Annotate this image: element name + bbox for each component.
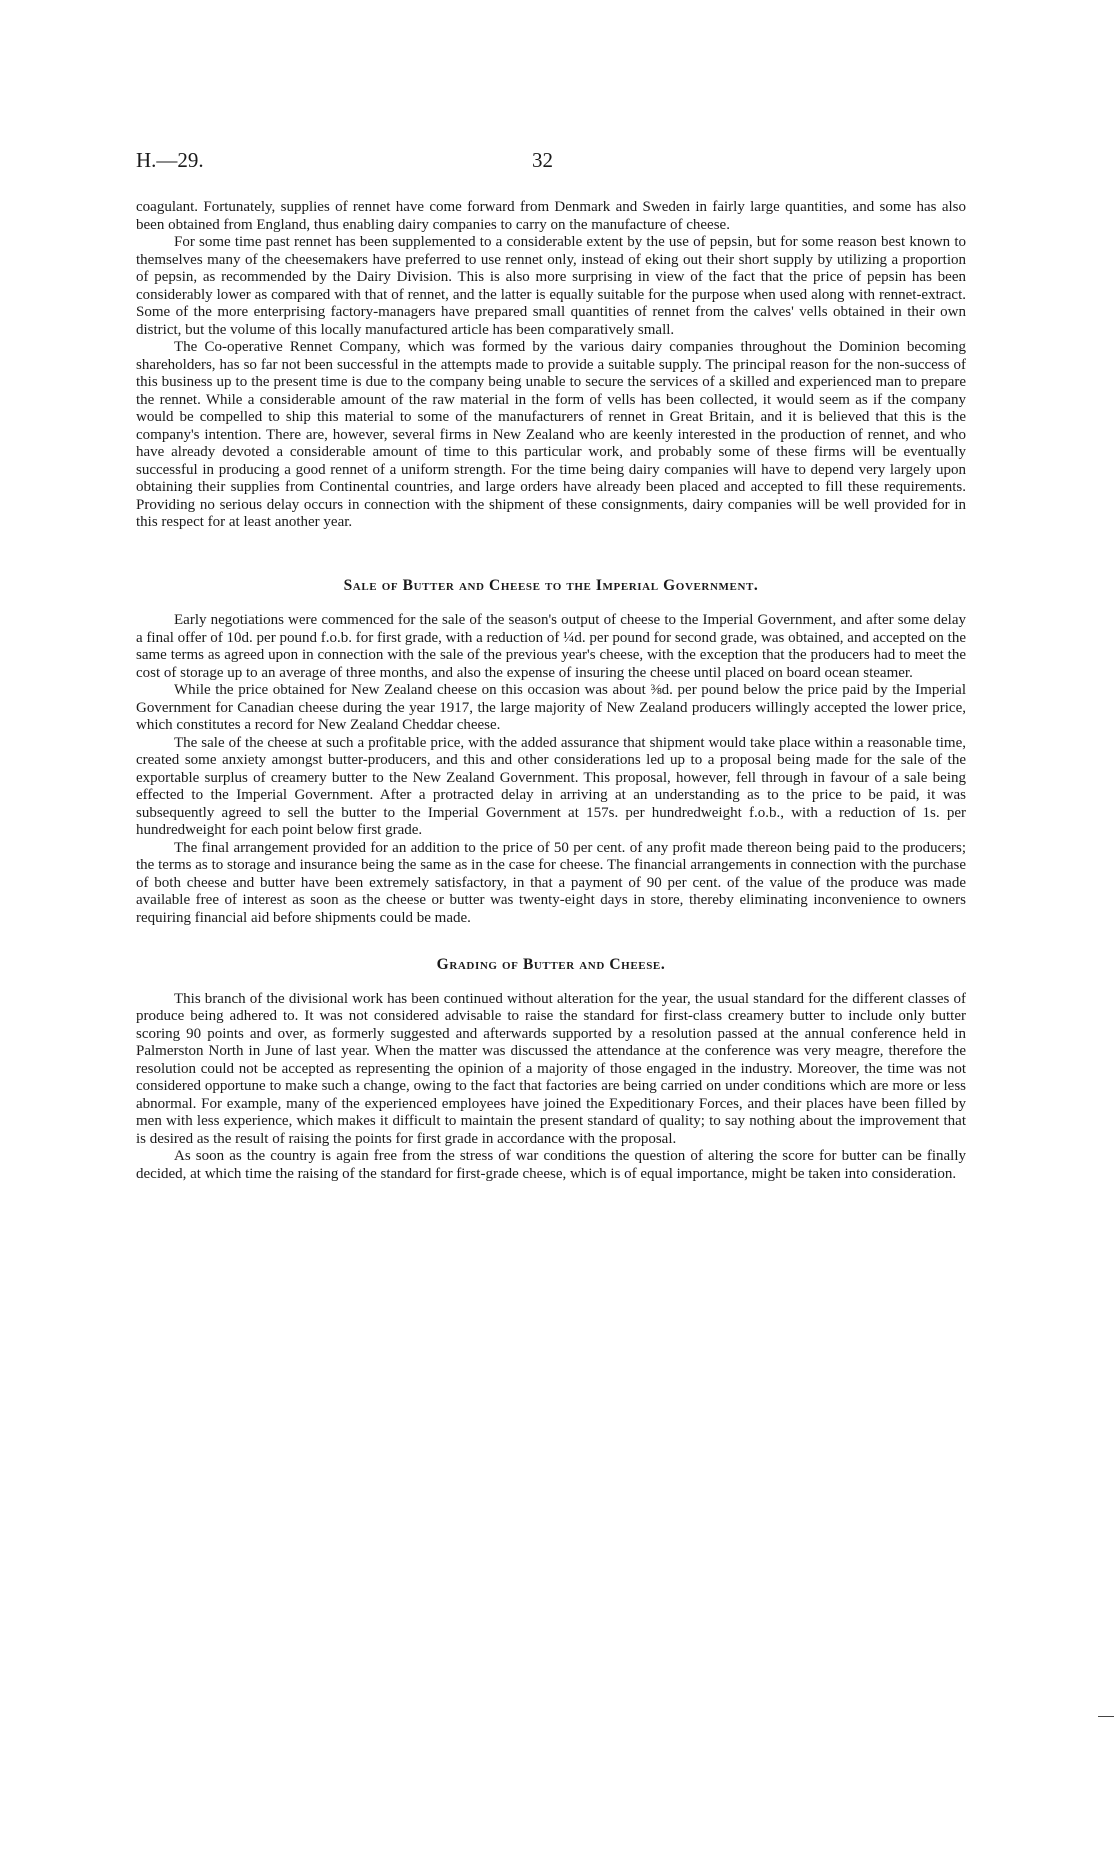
- paragraph-grading-standard: This branch of the divisional work has been continued without alteration for the year, the usual standard for the different classes of produce being adhered to. It was not considered advisable to raise the standard for first-class creamery butter to include only butter scoring 90 points and over, as formerly suggested and afterwards supported by a resolution passed at the annual conference held in Palmerston North in June of last year. When the matter was discussed the attendance at the conference was very meagre, therefore the resolution could not be accepted as representing the opinion of a majority of those engaged in the industry. Moreover, the time was not considered opportune to make such a change, owing to the fact that factories are being carried on under conditions which are more or less abnormal. For example, many of the experienced employees have joined the Expeditionary Forces, and their places have been filled by men with less experience, which makes it difficult to maintain the present standard of quality; to say nothing about the improvement that is desired as the result of raising the points for first grade in accordance with the proposal.: [136, 990, 966, 1147]
- paragraph-pepsin: For some time past rennet has been supplemented to a considerable extent by the use of pepsin, but for some reason best known to themselves many of the cheesemakers have preferred to use rennet only, instead of eking out their short supply by utilizing a proportion of pepsin, as recommended by the Dairy Division. This is also more surprising in view of the fact that the price of pepsin has been considerably lower as compared with that of rennet, and the latter is equally suitable for the purpose when used along with rennet-extract. Some of the more enterprising factory-managers have prepared small quantities of rennet from the calves' vells obtained in their own district, but the volume of this locally manufactured article has been comparatively small.: [136, 234, 966, 338]
- page-header: [136, 148, 966, 178]
- margin-mark: [1098, 1716, 1114, 1717]
- paragraph-sale-butter: The sale of the cheese at such a profitable price, with the added assurance that shipment would take place within a reasonable time, created some anxiety amongst butter-producers, and this and other considerations led up to a proposal being made for the sale of the exportable surplus of creamery butter to the New Zealand Government. This proposal, however, fell through in favour of a sale being effected to the Imperial Government. After a protracted delay in arriving at an understanding as to the price to be paid, it was subsequently agreed to sell the butter to the Imperial Government at 157s. per hundredweight f.o.b., with a reduction of 1s. per hundredweight for each point below first grade.: [136, 734, 966, 838]
- paragraph-grading-future: As soon as the country is again free from the stress of war conditions the question of altering the score for butter can be finally decided, at which time the raising of the standard for first-grade cheese, which is of equal importance, might be taken into consideration.: [136, 1148, 966, 1182]
- document-reference: H.—29.: [136, 148, 204, 172]
- paragraph-sale-arrangement: The final arrangement provided for an addition to the price of 50 per cent. of any profit made thereon being paid to the producers; the terms as to storage and insurance being the same as in the case for cheese. The financial arrangements in connection with the purchase of both cheese and butter have been extremely satisfactory, in that a payment of 90 per cent. of the value of the produce was made available free of interest as soon as the cheese or butter was twenty-eight days in store, thereby eliminating inconvenience to owners requiring financial aid before shipments could be made.: [136, 839, 966, 926]
- section-heading-grading: Grading of Butter and Cheese.: [436, 956, 666, 973]
- paragraph-sale-negotiations: Early negotiations were commenced for the sale of the season's output of cheese to the Imperial Government, and after some delay a final offer of 10d. per pound f.o.b. for first grade, with a reduction of ¼d. per pound for second grade, was obtained, and accepted on the same terms as agreed upon in connection with the sale of the previous year's cheese, with the exception that the producers had to meet the cost of storage up to an average of three months, and also the expense of insuring the cheese until placed on board ocean steamer.: [136, 612, 966, 681]
- paragraph-continuation: coagulant. Fortunately, supplies of rennet have come forward from Denmark and Sweden in fairly large quantities, and some has also been obtained from England, thus enabling dairy companies to carry on the manufacture of cheese.: [136, 199, 966, 233]
- paragraph-sale-price: While the price obtained for New Zealand cheese on this occasion was about ⅜d. per pound below the price paid by the Imperial Government for Canadian cheese during the year 1917, the large majority of New Zealand producers willingly accepted the lower price, which constitutes a record for New Zealand Cheddar cheese.: [136, 682, 966, 733]
- page-number: 32: [532, 148, 553, 172]
- section-heading-sale: Sale of Butter and Cheese to the Imperial Government.: [343, 576, 759, 594]
- body-text: [136, 199, 966, 1183]
- paragraph-rennet-company: The Co-operative Rennet Company, which was formed by the various dairy companies throughout the Dominion becoming shareholders, has so far not been successful in the attempts made to provide a suitable supply. The principal reason for the non-success of this business up to the present time is due to the company being unable to secure the services of a skilled and experienced man to prepare the rennet. While a considerable amount of the raw material in the form of vells has been collected, it would seem as if the company would be compelled to ship this material to some of the manufacturers of rennet in Great Britain, and it is believed that this is the company's intention. There are, however, several firms in New Zealand who are keenly interested in the production of rennet, and who have already devoted a considerable amount of time to this particular work, and probably some of these firms will be eventually successful in producing a good rennet of a uniform strength. For the time being dairy companies will have to depend very largely upon obtaining their supplies from Continental countries, and large orders have already been placed and accepted to fill these requirements. Providing no serious delay occurs in connection with the shipment of these consignments, dairy companies will be well provided for in this respect for at least another year.: [136, 339, 966, 530]
